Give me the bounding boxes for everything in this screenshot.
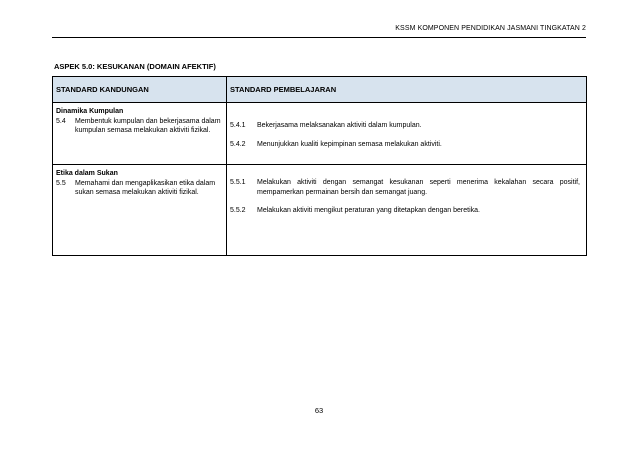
column-header-standard-pembelajaran: STANDARD PEMBELAJARAN — [227, 77, 587, 103]
learning-standard-text: Bekerjasama melaksanakan aktiviti dalam kumpulan. — [257, 122, 422, 129]
running-header: KSSM KOMPONEN PENDIDIKAN JASMANI TINGKATAN 2 — [395, 25, 586, 32]
learning-standard-number: 5.4.1 — [230, 122, 246, 129]
group-title: Dinamika Kumpulan — [56, 108, 124, 115]
group-title: Etika dalam Sukan — [56, 170, 118, 177]
column-header-standard-kandungan: STANDARD KANDUNGAN — [53, 77, 227, 103]
standard-number: 5.5 — [56, 179, 66, 187]
learning-standard-item — [230, 206, 580, 216]
content-standard-cell — [53, 103, 227, 165]
learning-standard-cell — [227, 165, 587, 256]
table-row — [53, 103, 587, 165]
learning-standard-text: Menunjukkan kualiti kepimpinan semasa melakukan aktiviti. — [257, 140, 442, 148]
learning-standard-number: 5.4.2 — [230, 140, 246, 148]
content-standard-cell — [53, 165, 227, 256]
table-row — [53, 165, 587, 256]
standard-text: Memahami dan mengaplikasikan etika dalam sukan semasa melakukan aktiviti fizikal. — [75, 179, 216, 196]
learning-standard-number: 5.5.1 — [230, 179, 246, 186]
page-number: 63 — [314, 406, 324, 415]
aspect-title: ASPEK 5.0: KESUKANAN (DOMAIN AFEKTIF) — [54, 62, 216, 71]
learning-standard-text: Melakukan aktiviti dengan semangat kesukanan seperti menerima kekalahan secara positif, mempamerkan permainan bersih dan semangat juang. — [257, 179, 580, 196]
learning-standard-item — [230, 121, 580, 131]
learning-standard-item — [230, 178, 580, 197]
header-rule — [52, 37, 586, 38]
learning-standard-cell — [227, 103, 587, 165]
table-header-row — [53, 77, 587, 103]
learning-standard-number: 5.5.2 — [230, 207, 246, 214]
standard-number: 5.4 — [56, 117, 66, 125]
standard-text: Membentuk kumpulan dan bekerjasama dalam kumpulan semasa melakukan aktiviti fizikal. — [75, 117, 221, 134]
learning-standard-text: Melakukan aktiviti mengikut peraturan yang ditetapkan dengan beretika. — [257, 207, 480, 214]
standards-table — [52, 76, 587, 256]
learning-standard-item — [230, 140, 580, 150]
